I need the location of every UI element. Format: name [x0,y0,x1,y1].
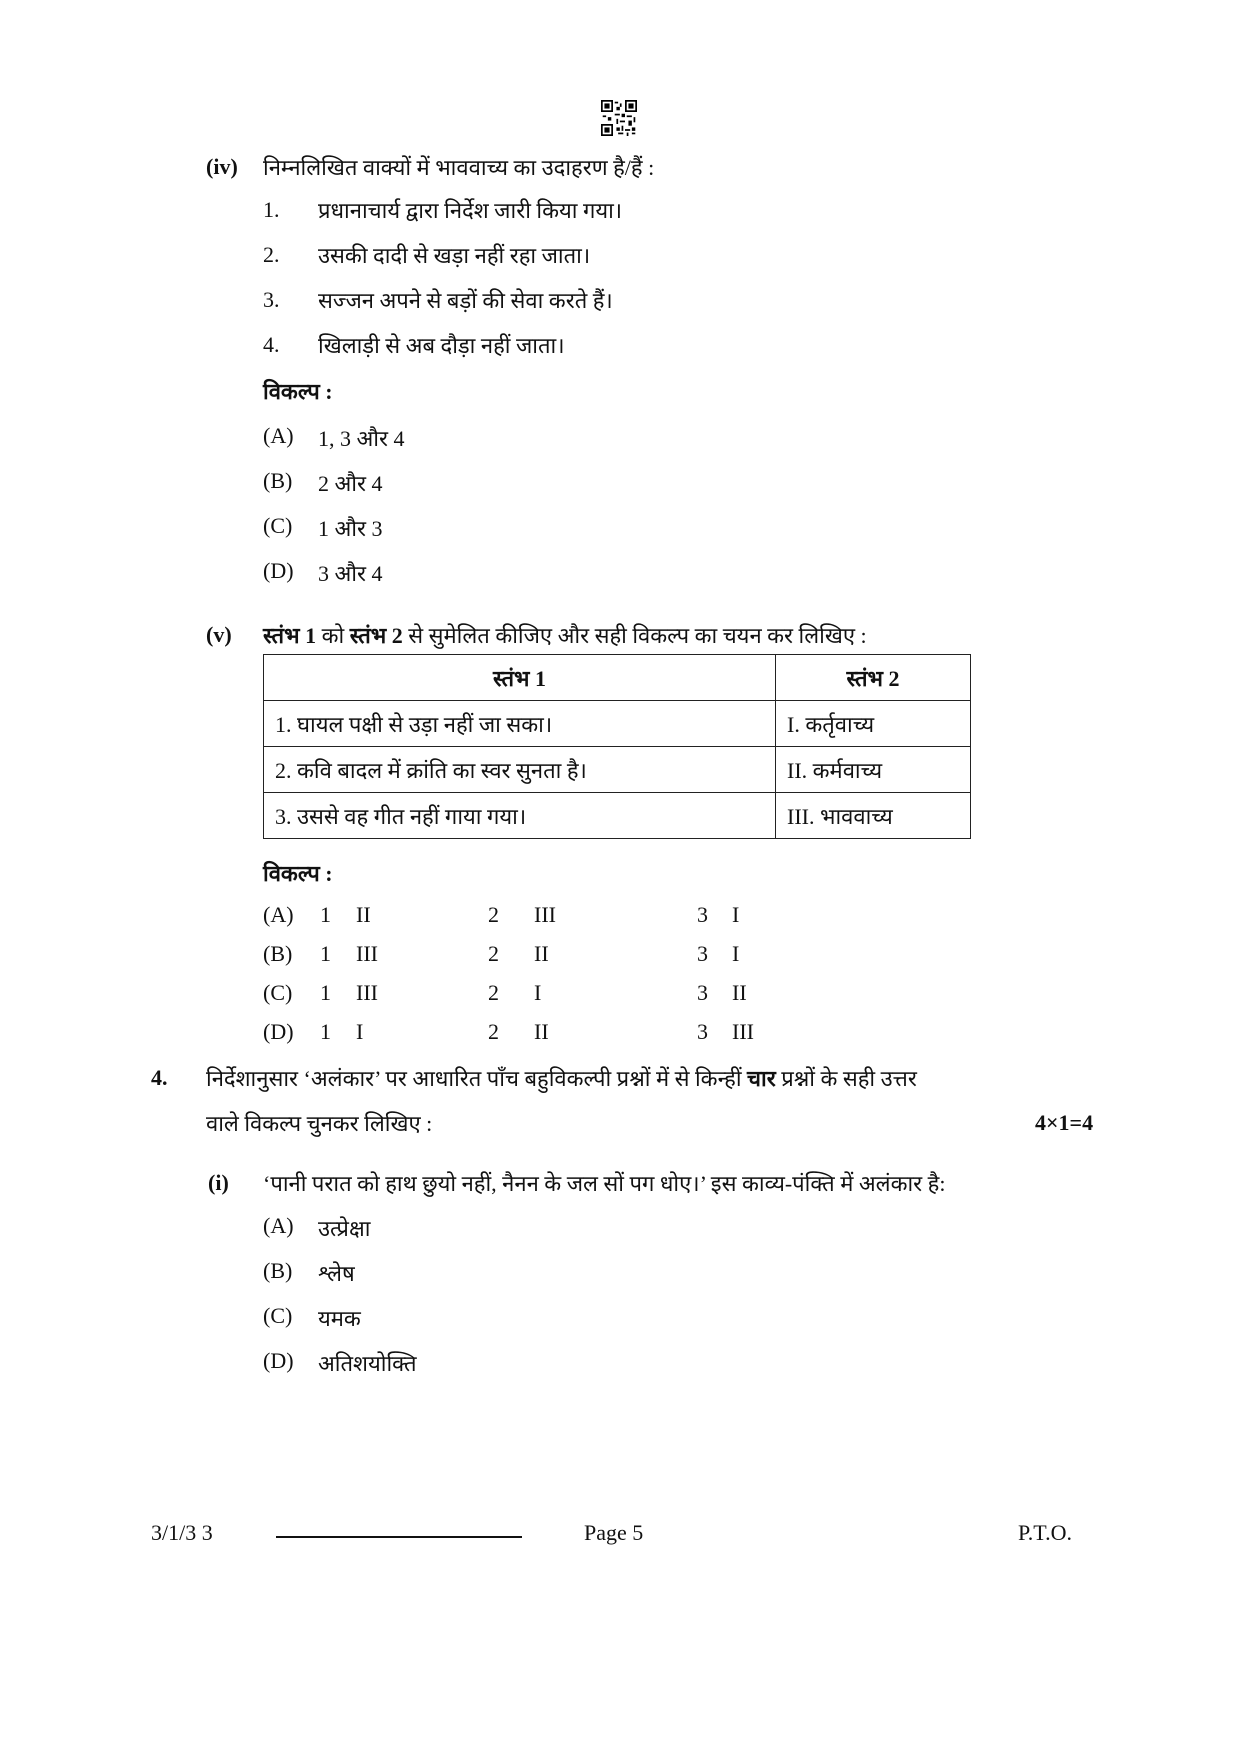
option-pair: II [534,941,549,966]
option-key: (A) [263,902,294,927]
statement-text: प्रधानाचार्य द्वारा निर्देश जारी किया गया। [318,198,623,223]
table-cell: 2. कवि बादल में क्रांति का स्वर सुनता है। [264,747,776,793]
option-text: उत्प्रेक्षा [318,1216,371,1241]
option-key: (C) [263,1303,293,1328]
table-row [264,793,971,839]
question-4-i-label: (i) [208,1170,229,1195]
table-cell: I. कर्तृवाच्य [776,701,971,747]
footer-pto: P.T.O. [1018,1520,1072,1545]
question-4-i-stem: ‘पानी परात को हाथ छुयो नहीं, नैनन के जल सों पग धोए।’ इस काव्य-पंक्ति में अलंकार है: [263,1171,946,1196]
question-iv-label: (iv) [206,154,238,179]
option-pair: 2 [488,941,499,966]
option-pair: 2 [488,980,499,1005]
option-pair: 1 [320,980,331,1005]
column-1-header: स्तंभ 1 [264,655,776,701]
option-key: (A) [263,423,294,448]
option-pair: III [356,941,378,966]
option-pair: 3 [697,941,708,966]
option-pair: 1 [320,902,331,927]
question-4-marks: 4×1=4 [1035,1110,1094,1135]
option-pair: 2 [488,902,499,927]
table-cell: 3. उससे वह गीत नहीं गाया गया। [264,793,776,839]
option-pair: III [356,980,378,1005]
matching-table [263,654,971,839]
option-pair: 2 [488,1019,499,1044]
option-text: 3 और 4 [318,561,383,586]
option-key: (B) [263,941,293,966]
table-cell: II. कर्मवाच्य [776,747,971,793]
table-header-row [264,655,971,701]
question-4-stem-line1: निर्देशानुसार ‘अलंकार’ पर आधारित पाँच बहुविकल्पी प्रश्नों में से किन्हीं चार प्रश्नों के सही उत्तर [206,1066,917,1091]
option-pair: 1 [320,1019,331,1044]
question-4-number: 4. [151,1065,168,1090]
option-pair: 3 [697,902,708,927]
question-v-stem: स्तंभ 1 को स्तंभ 2 से सुमेलित कीजिए और सही विकल्प का चयन कर लिखिए : [263,623,867,648]
option-pair: III [534,902,556,927]
statement-text: उसकी दादी से खड़ा नहीं रहा जाता। [318,243,591,268]
table-cell: 1. घायल पक्षी से उड़ा नहीं जा सका। [264,701,776,747]
statement-number: 1. [263,197,280,222]
option-pair: 3 [697,1019,708,1044]
option-key: (D) [263,1348,294,1373]
option-text: श्लेष [318,1261,355,1286]
question-iv-stem: निम्नलिखित वाक्यों में भाववाच्य का उदाहरण है/हैं : [263,155,655,180]
statement-number: 3. [263,287,280,312]
question-v-label: (v) [206,622,232,647]
option-text: अतिशयोक्ति [318,1351,417,1376]
option-pair: I [356,1019,364,1044]
qr-code-icon [601,100,637,136]
statement-text: सज्जन अपने से बड़ों की सेवा करते हैं। [318,288,613,313]
option-pair: 1 [320,941,331,966]
footer-code: 3/1/3 3 [151,1520,213,1545]
option-pair: II [356,902,371,927]
option-text: 1, 3 और 4 [318,426,405,451]
options-label: विकल्प : [263,379,333,404]
table-row [264,747,971,793]
option-text: 2 और 4 [318,471,383,496]
option-key: (C) [263,980,293,1005]
option-pair: III [732,1019,754,1044]
option-key: (B) [263,1258,293,1283]
option-key: (C) [263,513,293,538]
option-pair: II [534,1019,549,1044]
option-key: (B) [263,468,293,493]
option-pair: II [732,980,747,1005]
statement-number: 2. [263,242,280,267]
option-key: (D) [263,1019,294,1044]
option-text: 1 और 3 [318,516,383,541]
statement-number: 4. [263,332,280,357]
table-row [264,701,971,747]
table-cell: III. भाववाच्य [776,793,971,839]
options-label: विकल्प : [263,861,333,886]
option-key: (D) [263,558,294,583]
option-pair: I [534,980,542,1005]
option-key: (A) [263,1213,294,1238]
statement-text: खिलाड़ी से अब दौड़ा नहीं जाता। [318,333,565,358]
option-text: यमक [318,1306,361,1331]
question-4-stem-line2: वाले विकल्प चुनकर लिखिए : [206,1111,433,1136]
footer-page-number: Page 5 [584,1520,644,1545]
column-2-header: स्तंभ 2 [776,655,971,701]
option-pair: I [732,941,740,966]
footer-divider [276,1536,522,1538]
option-pair: 3 [697,980,708,1005]
option-pair: I [732,902,740,927]
